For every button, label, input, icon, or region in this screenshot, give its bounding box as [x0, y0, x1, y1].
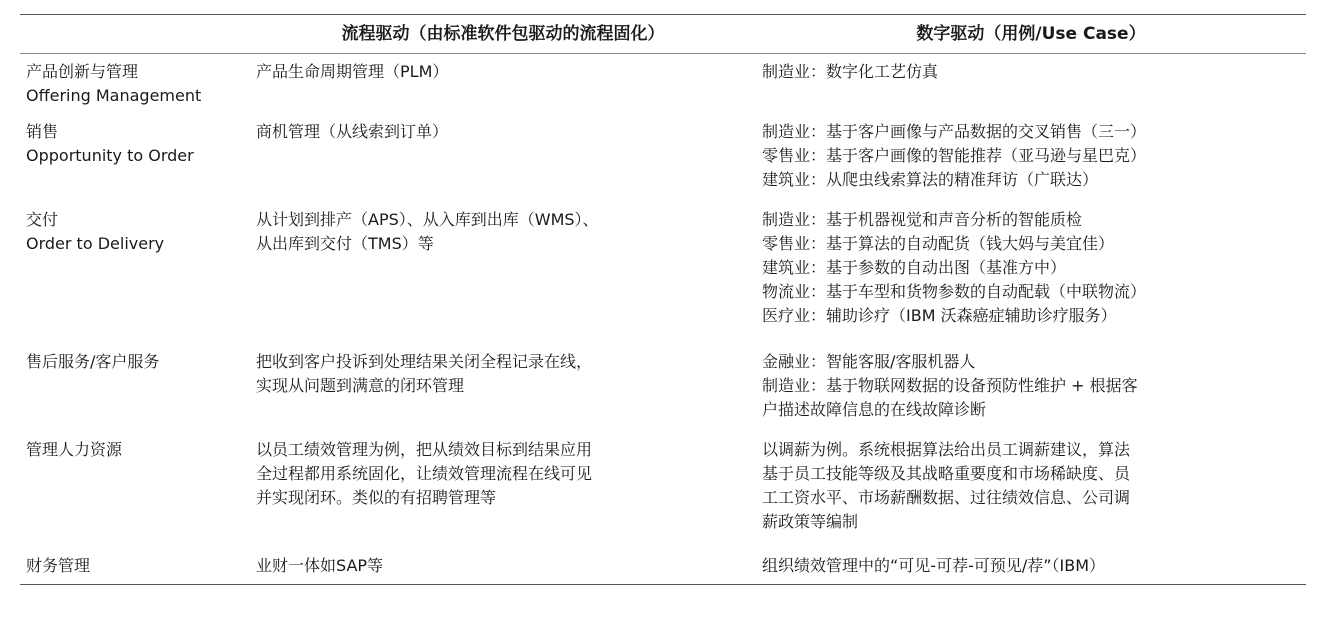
row-domain-cell — [20, 60, 250, 112]
digital-line: 基于员工技能等级及其战略重要度和市场稀缺度、员 — [762, 464, 1131, 483]
domain-line: 管理人力资源 — [26, 440, 123, 459]
row-domain-cell — [20, 120, 250, 200]
row-digital-cell — [756, 60, 1306, 112]
process-line: 产品生命周期管理（PLM） — [256, 62, 449, 81]
table-row — [20, 54, 1306, 112]
domain-line: Offering Management — [26, 86, 202, 105]
table-bottom-rule — [20, 584, 1306, 585]
digital-line: 以调薪为例。系统根据算法给出员工调薪建议，算法 — [762, 440, 1131, 459]
digital-line: 制造业：基于客户画像与产品数据的交叉销售（三一） — [762, 122, 1147, 141]
domain-line: 产品创新与管理 — [26, 62, 139, 81]
digital-line: 建筑业：基于参数的自动出图（基准方中） — [762, 258, 1067, 277]
digital-line: 薪政策等编制 — [762, 512, 859, 531]
domain-line: 销售 — [26, 122, 59, 141]
header-col-process-driven: 流程驱动（由标准软件包驱动的流程固化） — [341, 24, 665, 44]
digital-line: 制造业：基于机器视觉和声音分析的智能质检 — [762, 210, 1083, 229]
process-line: 实现从问题到满意的闭环管理 — [256, 376, 465, 395]
digital-line: 零售业：基于客户画像的智能推荐（亚马逊与星巴克） — [762, 146, 1147, 165]
domain-line: Order to Delivery — [26, 234, 165, 253]
row-process-cell — [250, 60, 756, 112]
row-process-cell — [250, 350, 756, 432]
row-digital-cell — [756, 120, 1306, 200]
row-process-cell — [250, 438, 756, 548]
table-row — [20, 432, 1306, 548]
digital-line: 制造业：数字化工艺仿真 — [762, 62, 939, 81]
domain-line: 财务管理 — [26, 556, 91, 575]
process-line: 以员工绩效管理为例，把从绩效目标到结果应用 — [256, 440, 593, 459]
table-row — [20, 548, 1306, 584]
row-digital-cell — [756, 350, 1306, 432]
digital-line: 物流业：基于车型和货物参数的自动配载（中联物流） — [762, 282, 1147, 301]
table-row — [20, 344, 1306, 432]
process-line: 业财一体如SAP等 — [256, 556, 384, 575]
row-process-cell — [250, 208, 756, 344]
process-line: 全过程都用系统固化，让绩效管理流程在线可见 — [256, 464, 593, 483]
table-row — [20, 200, 1306, 344]
table-row — [20, 112, 1306, 200]
digital-line: 制造业：基于物联网数据的设备预防性维护 + 根据客 — [762, 376, 1138, 395]
header-col-data-driven: 数字驱动（用例/Use Case） — [916, 24, 1146, 44]
header-col-domain — [20, 15, 250, 53]
row-digital-cell — [756, 208, 1306, 344]
process-line: 从计划到排产（APS）、从入库到出库（WMS）、 — [256, 210, 599, 229]
process-line: 把收到客户投诉到处理结果关闭全程记录在线， — [256, 352, 593, 371]
digital-line: 医疗业：辅助诊疗（IBM 沃森癌症辅助诊疗服务） — [762, 306, 1117, 325]
row-domain-cell — [20, 554, 250, 584]
digital-line: 工工资水平、市场薪酬数据、过往绩效信息、公司调 — [762, 488, 1131, 507]
digital-line: 组织绩效管理中的“可见-可荐-可预见/荐”（IBM） — [762, 556, 1106, 575]
row-digital-cell — [756, 554, 1306, 584]
domain-line: Opportunity to Order — [26, 146, 194, 165]
row-domain-cell — [20, 208, 250, 344]
digital-line: 户描述故障信息的在线故障诊断 — [762, 400, 987, 419]
domain-line: 交付 — [26, 210, 59, 229]
comparison-table — [20, 14, 1306, 585]
process-line: 从出库到交付（TMS）等 — [256, 234, 434, 253]
digital-line: 建筑业：从爬虫线索算法的精准拜访（广联达） — [762, 170, 1099, 189]
digital-line: 零售业：基于算法的自动配货（钱大妈与美宜佳） — [762, 234, 1115, 253]
domain-line: 售后服务/客户服务 — [26, 352, 160, 371]
table-header-row — [20, 15, 1306, 53]
row-digital-cell — [756, 438, 1306, 548]
process-line: 并实现闭环。类似的有招聘管理等 — [256, 488, 497, 507]
digital-line: 金融业：智能客服/客服机器人 — [762, 352, 976, 371]
row-domain-cell — [20, 438, 250, 548]
row-domain-cell — [20, 350, 250, 432]
row-process-cell — [250, 554, 756, 584]
row-process-cell — [250, 120, 756, 200]
process-line: 商机管理（从线索到订单） — [256, 122, 449, 141]
